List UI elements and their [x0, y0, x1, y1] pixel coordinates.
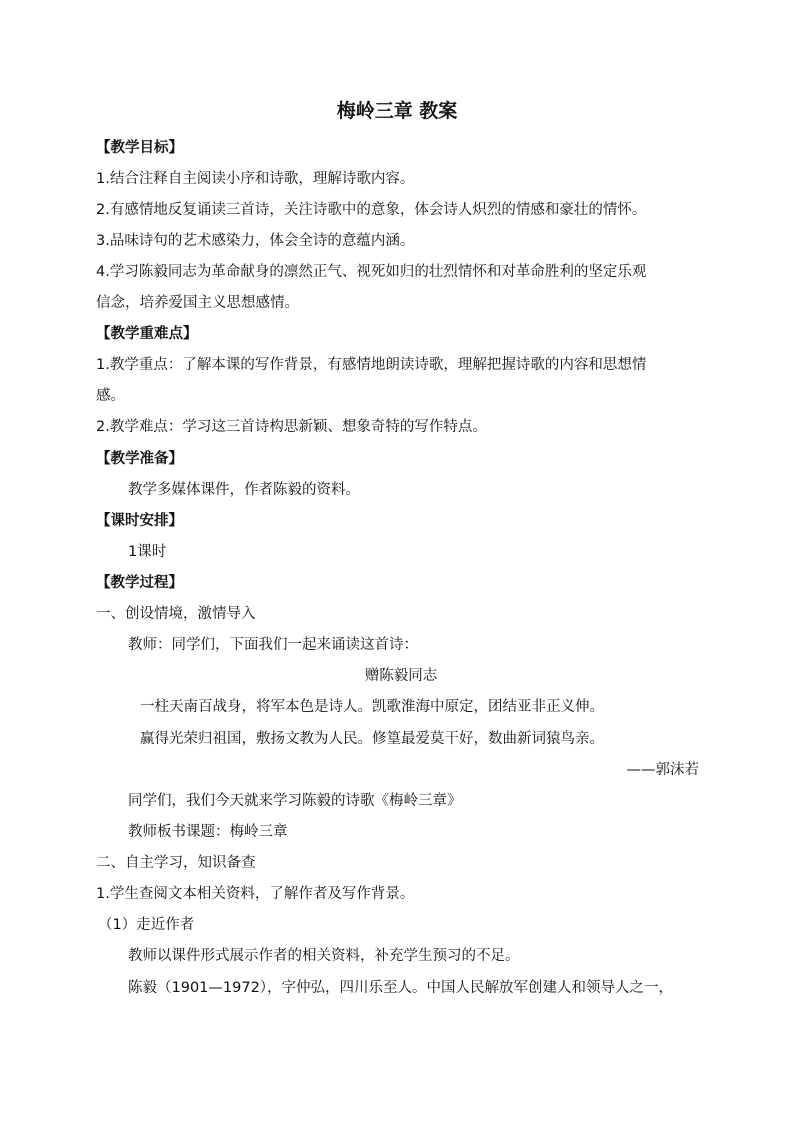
objective-item-3: 3.品味诗句的艺术感染力，体会全诗的意蕴内涵。 — [96, 233, 415, 249]
objective-item-4-cont: 信念，培养爱国主义思想感情。 — [96, 295, 299, 311]
heading-schedule: 【课时安排】 — [96, 513, 183, 529]
heading-key-points: 【教学重难点】 — [96, 326, 198, 342]
author-bio: 陈毅（1901—1972），字仲弘，四川乐至人。中国人民解放军创建人和领导人之一， — [128, 980, 674, 996]
poem-author: ——郭沫若 — [626, 762, 699, 778]
sub-heading-author: （1）走近作者 — [98, 917, 195, 933]
heading-objectives: 【教学目标】 — [96, 140, 183, 156]
poem-line-1: 一柱天南百战身，将军本色是诗人。凯歌淮海中原定，团结亚非正义伸。 — [140, 699, 604, 715]
transition-text: 同学们，我们今天就来学习陈毅的诗歌《梅岭三章》 — [128, 793, 462, 809]
process-part2-title: 二、自主学习，知识备查 — [96, 855, 256, 871]
key-point-1: 1.教学重点：了解本课的写作背景，有感情地朗读诗歌，理解把握诗歌的内容和思想情 — [96, 357, 647, 373]
author-intro-text: 教师以课件形式展示作者的相关资料，补充学生预习的不足。 — [128, 948, 520, 964]
key-point-1-cont: 感。 — [96, 388, 125, 404]
objective-item-1: 1.结合注释自主阅读小序和诗歌，理解诗歌内容。 — [96, 171, 415, 187]
heading-process: 【教学过程】 — [96, 575, 183, 591]
heading-preparation: 【教学准备】 — [96, 451, 183, 467]
preparation-text: 教学多媒体课件，作者陈毅的资料。 — [128, 482, 360, 498]
schedule-text: 1课时 — [128, 544, 167, 560]
objective-item-2: 2.有感情地反复诵读三首诗，关注诗歌中的意象，体会诗人炽烈的情感和豪壮的情怀。 — [96, 202, 647, 218]
teacher-intro: 教师：同学们，下面我们一起来诵读这首诗： — [128, 637, 418, 653]
document-title: 梅岭三章 教案 — [336, 100, 458, 122]
process-part1-title: 一、创设情境，激情导入 — [96, 606, 256, 622]
poem-line-2: 赢得光荣归祖国，敷扬文教为人民。修篁最爱莫干好，数曲新词猿鸟亲。 — [140, 731, 604, 747]
poem-title: 赠陈毅同志 — [364, 668, 438, 684]
objective-item-4: 4.学习陈毅同志为革命献身的凛然正气、视死如归的壮烈情怀和对革命胜利的坚定乐观 — [96, 264, 647, 280]
board-text: 教师板书课题：梅岭三章 — [128, 824, 288, 840]
step-1: 1.学生查阅文本相关资料，了解作者及写作背景。 — [96, 886, 415, 902]
key-point-2: 2.教学难点：学习这三首诗构思新颖、想象奇特的写作特点。 — [96, 419, 487, 435]
